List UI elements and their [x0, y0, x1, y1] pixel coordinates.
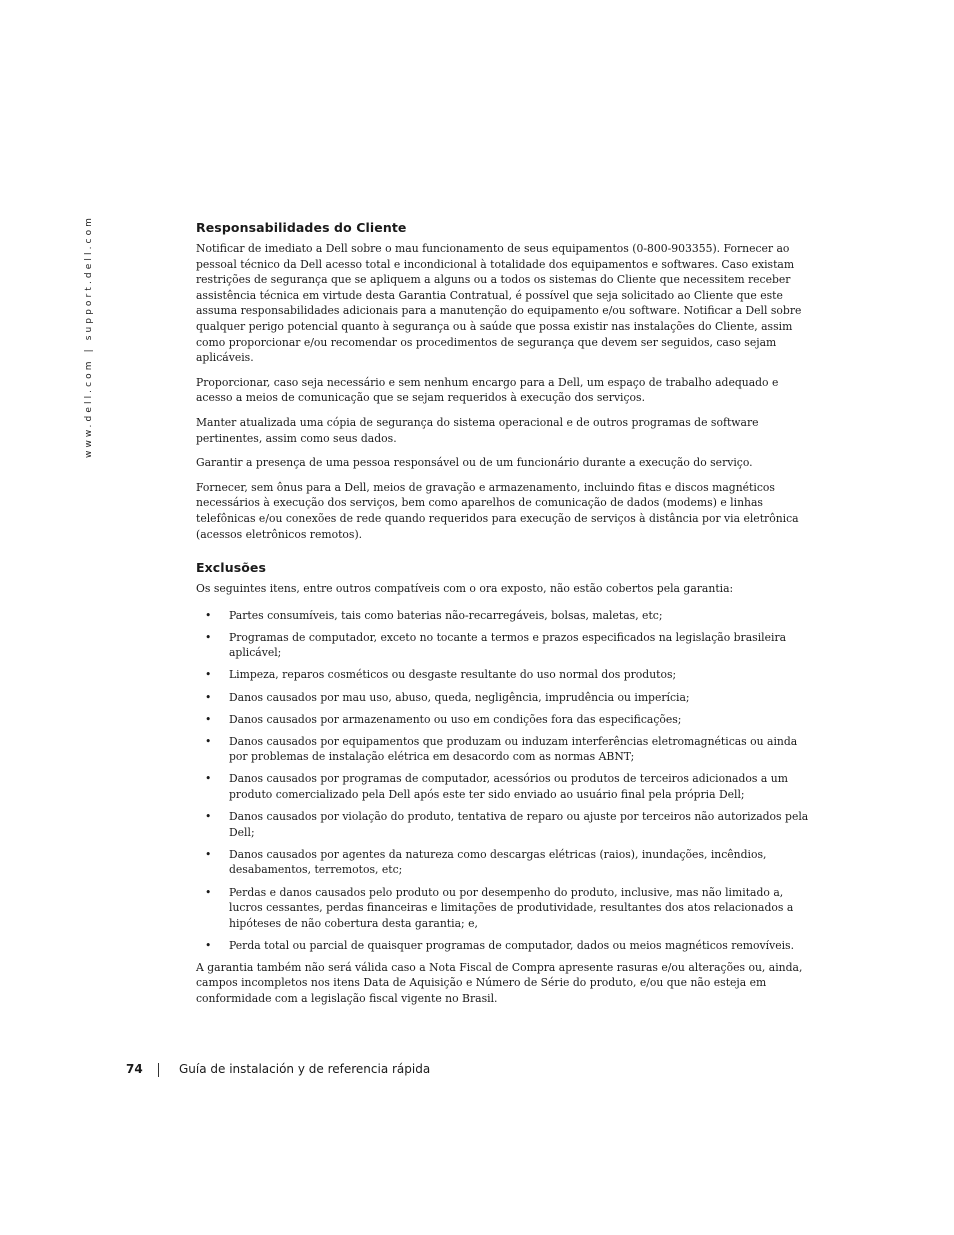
paragraph: Garantir a presença de uma pessoa responsável ou de um funcionário durante a execução do serviço. [196, 456, 753, 470]
list-item [196, 847, 816, 878]
list-item [196, 712, 816, 728]
paragraph: Fornecer, sem ônus para a Dell, meios de gravação e armazenamento, incluindo fitas e discos magnéticos necessários à execução dos serviços, bem como aparelhos de comunicação de dados (modems) e linhas telefônicas e/ou conexões de rede quando requeridos para execução de serviços à distância por via eletrônica (acessos eletrônicos remotos). [196, 480, 799, 541]
paragraph: Proporcionar, caso seja necessário e sem nenhum encargo para a Dell, um espaço de trabalho adequado e acesso a meios de comunicação que se sejam requeridos à execução dos serviços. [196, 375, 779, 405]
section-heading-exclusions: Exclusões [196, 560, 267, 576]
bullet-icon: • [205, 630, 212, 644]
paragraph: Notificar de imediato a Dell sobre o mau funcionamento de seus equipamentos (0-800-903355). Fornecer ao pessoal técnico da Dell acesso total e incondicional à totalidade dos equipamentos e softwares. Caso existam restrições de segurança que se apliquem a alguns ou a todos os sistemas do Cliente que necessitem receber assistência técnica em virtude desta Garantia Contratual, é possível que seja solicitado ao Cliente que este assuma responsabilidades adicionais para a manutenção do equipamento e/ou software. Notificar a Dell sobre qualquer perigo potencial quanto à segurança ou à saúde que possa existir nas instalações do Cliente, assim como proporcionar e/ou recomendar os procedimentos de segurança que devem ser seguidos, caso sejam aplicáveis. [196, 242, 802, 365]
list-item-text: Programas de computador, exceto no tocante a termos e prazos especificados na legislação brasileira aplicável; [229, 630, 787, 660]
bullet-icon: • [205, 690, 212, 704]
list-item [196, 809, 816, 840]
bullet-icon: • [205, 734, 212, 748]
list-item-text: Danos causados por violação do produto, tentativa de reparo ou ajuste por terceiros não autorizados pela Dell; [229, 810, 809, 839]
list-item [196, 885, 816, 932]
list-item-text: Danos causados por equipamentos que produzam ou induzam interferências eletromagnéticas ou ainda por problemas de instalação elétrica em desacordo com as normas ABNT; [229, 734, 798, 764]
list-item-text: Limpeza, reparos cosméticos ou desgaste resultante do uso normal dos produtos; [229, 668, 677, 682]
bullet-icon: • [205, 712, 212, 726]
list-item-text: Perdas e danos causados pelo produto ou por desempenho do produto, inclusive, mas não limitado a, lucros cessantes, perdas financeiras e limitações de produtividade, resultantes dos atos relacionados a hipóteses de não cobertura desta garantia; e, [229, 885, 794, 930]
list-item-text: Perda total ou parcial de quaisquer programas de computador, dados ou meios magnéticos removíveis. [229, 938, 795, 952]
bullet-icon: • [205, 938, 212, 952]
list-item [196, 690, 816, 706]
list-item-text: Danos causados por mau uso, abuso, queda, negligência, imprudência ou imperícia; [229, 690, 690, 704]
list-item [196, 630, 816, 661]
list-item-text: Danos causados por armazenamento ou uso em condições fora das especificações; [229, 712, 682, 726]
closing-paragraph: A garantia também não será válida caso a Nota Fiscal de Compra apresente rasuras e/ou alterações ou, ainda, campos incompletos nos itens Data de Aquisição e Número de Série do produto, e/ou que não esteja em conformidade com a legislação fiscal vigente no Brasil. [196, 960, 803, 1006]
list-item [196, 771, 816, 802]
bullet-icon: • [205, 772, 212, 786]
bullet-icon: • [205, 668, 212, 682]
list-item [196, 608, 816, 624]
list-item [196, 938, 816, 954]
bullet-icon: • [205, 847, 212, 861]
list-item [196, 667, 816, 683]
document-title: Guía de instalación y de referencia rápida [179, 1062, 431, 1076]
section-heading-responsibilities: Responsabilidades do Cliente [196, 220, 407, 235]
list-item-text: Danos causados por programas de computador, acessórios ou produtos de terceiros adicionados a um produto comercializado pela Dell após este ter sido enviado ao usuário final pela própria Dell; [229, 772, 788, 802]
exclusions-intro: Os seguintes itens, entre outros compatíveis com o ora exposto, não estão cobertos pela garantia: [196, 582, 734, 596]
list-item [196, 734, 816, 765]
footer-divider [158, 1063, 159, 1077]
bullet-icon: • [205, 810, 212, 824]
list-item-text: Partes consumíveis, tais como baterias não-recarregáveis, bolsas, maletas, etc; [229, 608, 663, 622]
bullet-icon: • [205, 608, 212, 622]
exclusions-list [196, 608, 816, 954]
side-url: www.dell.com | support.dell.com [84, 214, 94, 458]
page-content [196, 220, 816, 1016]
page-footer [126, 1062, 430, 1077]
list-item-text: Danos causados por agentes da natureza como descargas elétricas (raios), inundações, incêndios, desabamentos, terremotos, etc; [229, 847, 767, 877]
bullet-icon: • [205, 885, 212, 899]
page-number: 74 [126, 1062, 143, 1076]
paragraph: Manter atualizada uma cópia de segurança do sistema operacional e de outros programas de software pertinentes, assim como seus dados. [196, 415, 759, 445]
